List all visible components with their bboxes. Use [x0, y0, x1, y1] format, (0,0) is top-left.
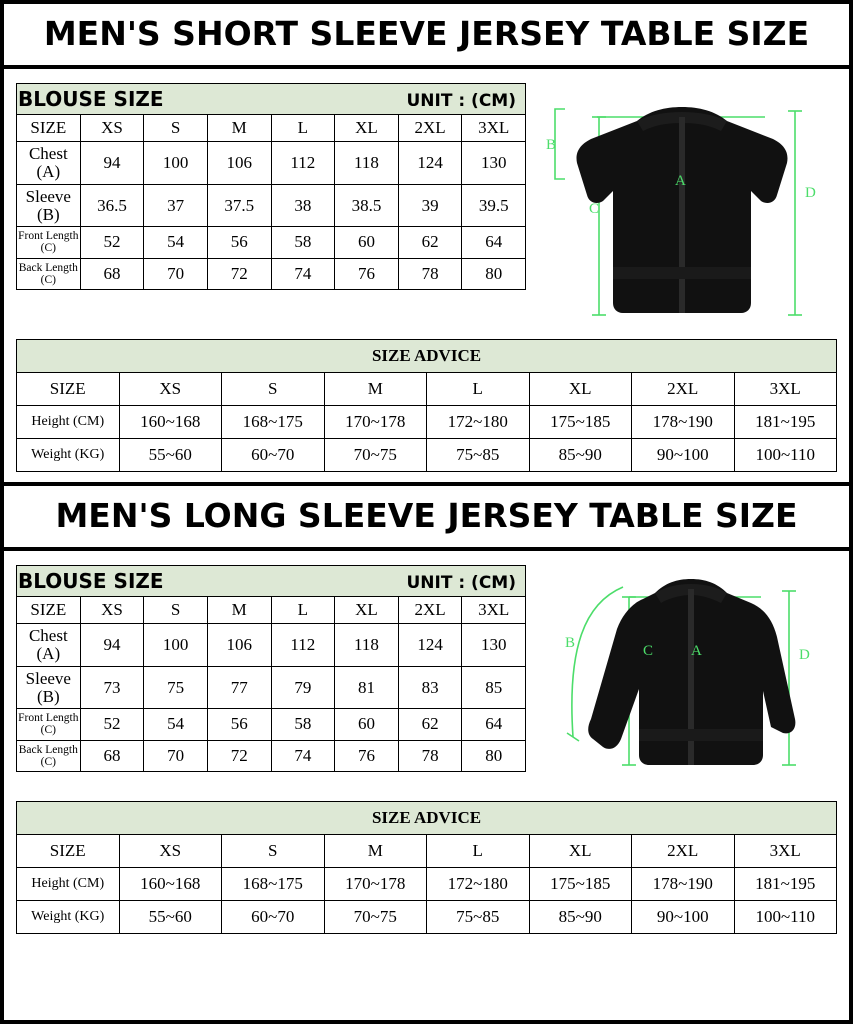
- cell: 79: [271, 666, 335, 709]
- cell: 118: [335, 624, 399, 667]
- cell: 60~70: [222, 901, 325, 934]
- cell: 74: [271, 740, 335, 771]
- blouse-header-cell: 2XL: [398, 597, 462, 624]
- row-label-sub: (A): [36, 161, 61, 181]
- long-sleeve-advice-wrap: [4, 795, 849, 944]
- advice-header-cell: 2XL: [632, 835, 735, 868]
- table-row: [17, 666, 526, 709]
- cell: 55~60: [119, 439, 222, 472]
- marker-D: D: [798, 647, 810, 663]
- blouse-banner-cell-long: [17, 566, 526, 597]
- row-label: Height (CM): [17, 406, 120, 439]
- cell: 64: [462, 227, 526, 258]
- row-label-sub: (C): [40, 724, 56, 737]
- blouse-header-cell: 3XL: [462, 597, 526, 624]
- blouse-header-cell: XL: [335, 597, 399, 624]
- cell: 54: [144, 227, 208, 258]
- size-advice-table-long: [16, 801, 837, 934]
- cell: 60~70: [222, 439, 325, 472]
- cell: 178~190: [632, 868, 735, 901]
- advice-header-cell: M: [324, 373, 427, 406]
- cell: 85~90: [529, 901, 632, 934]
- cell: 55~60: [119, 901, 222, 934]
- cell: 76: [335, 258, 399, 289]
- cell: 70~75: [324, 439, 427, 472]
- row-label: [17, 666, 81, 709]
- cell: 94: [80, 624, 144, 667]
- cell: 168~175: [222, 868, 325, 901]
- cell: 106: [207, 142, 271, 185]
- row-label-text: Sleeve: [25, 186, 71, 206]
- cell: 74: [271, 258, 335, 289]
- cell: 60: [335, 709, 399, 740]
- table-row: [17, 258, 526, 289]
- blouse-header-cell: XS: [80, 597, 144, 624]
- cell: 81: [335, 666, 399, 709]
- blouse-header-cell: SIZE: [17, 597, 81, 624]
- cell: 100~110: [734, 901, 837, 934]
- cell: 170~178: [324, 406, 427, 439]
- row-label-text: Back Length: [18, 743, 78, 756]
- row-label: [17, 142, 81, 185]
- cell: 70: [144, 740, 208, 771]
- blouse-banner-row-long: [17, 566, 526, 597]
- cell: 75~85: [427, 901, 530, 934]
- cell: 77: [207, 666, 271, 709]
- row-label-sub: (C): [40, 242, 56, 255]
- advice-header-cell: SIZE: [17, 835, 120, 868]
- blouse-unit-label-long: UNIT : (CM): [406, 573, 516, 593]
- size-advice-table-short: [16, 339, 837, 472]
- blouse-header-row-short: [17, 115, 526, 142]
- row-label-sub: (A): [36, 643, 61, 663]
- cell: 75: [144, 666, 208, 709]
- table-row: [17, 901, 837, 934]
- advice-header-cell: 3XL: [734, 373, 837, 406]
- cell: 181~195: [734, 868, 837, 901]
- cell: 130: [462, 142, 526, 185]
- cell: 72: [207, 740, 271, 771]
- cell: 124: [398, 624, 462, 667]
- section-short-sleeve: [4, 4, 849, 482]
- cell: 37: [144, 184, 208, 227]
- short-sleeve-jersey-illustration: [537, 87, 827, 327]
- advice-header-cell: 2XL: [632, 373, 735, 406]
- cell: 100: [144, 142, 208, 185]
- long-sleeve-title-bar: [4, 486, 849, 551]
- cell: 130: [462, 624, 526, 667]
- row-label-text: Front Length: [18, 230, 79, 243]
- cell: 118: [335, 142, 399, 185]
- cell: 106: [207, 624, 271, 667]
- row-label: [17, 624, 81, 667]
- blouse-header-cell: XL: [335, 115, 399, 142]
- cell: 62: [398, 227, 462, 258]
- cell: 76: [335, 740, 399, 771]
- cell: 58: [271, 709, 335, 740]
- cell: 64: [462, 709, 526, 740]
- row-label: [17, 184, 81, 227]
- cell: 78: [398, 740, 462, 771]
- marker-A: A: [674, 173, 686, 189]
- row-label: Weight (KG): [17, 439, 120, 472]
- advice-banner-label-short: SIZE ADVICE: [17, 340, 837, 373]
- advice-header-cell: L: [427, 835, 530, 868]
- marker-B: B: [545, 137, 556, 153]
- row-label-text: Front Length: [18, 712, 79, 725]
- cell: 58: [271, 227, 335, 258]
- cell: 175~185: [529, 406, 632, 439]
- table-row: [17, 439, 837, 472]
- blouse-banner-label-short: BLOUSE SIZE: [18, 87, 164, 111]
- cell: 124: [398, 142, 462, 185]
- blouse-unit-label-short: UNIT : (CM): [406, 91, 516, 111]
- cell: 72: [207, 258, 271, 289]
- marker-D: D: [804, 185, 816, 201]
- advice-banner-row-long: [17, 802, 837, 835]
- cell: 181~195: [734, 406, 837, 439]
- cell: 175~185: [529, 868, 632, 901]
- blouse-header-cell: SIZE: [17, 115, 81, 142]
- advice-header-cell: M: [324, 835, 427, 868]
- cell: 112: [271, 142, 335, 185]
- long-sleeve-jersey-illustration: [537, 569, 827, 789]
- row-label-text: Sleeve: [25, 668, 71, 688]
- table-row: [17, 184, 526, 227]
- advice-header-row-long: [17, 835, 837, 868]
- row-label: [17, 709, 81, 740]
- row-label-sub: (B): [36, 204, 60, 224]
- cell: 168~175: [222, 406, 325, 439]
- short-sleeve-advice-wrap: [4, 333, 849, 482]
- cell: 170~178: [324, 868, 427, 901]
- cell: 80: [462, 258, 526, 289]
- cell: 172~180: [427, 868, 530, 901]
- cell: 100~110: [734, 439, 837, 472]
- cell: 52: [80, 227, 144, 258]
- cell: 75~85: [427, 439, 530, 472]
- cell: 52: [80, 709, 144, 740]
- blouse-header-row-long: [17, 597, 526, 624]
- cell: 54: [144, 709, 208, 740]
- cell: 85~90: [529, 439, 632, 472]
- row-label-sub: (C): [40, 273, 56, 286]
- cell: 68: [80, 258, 144, 289]
- marker-B: B: [564, 635, 575, 651]
- cell: 73: [80, 666, 144, 709]
- blouse-banner-label-long: BLOUSE SIZE: [18, 569, 164, 593]
- table-row: [17, 227, 526, 258]
- cell: 100: [144, 624, 208, 667]
- blouse-banner-cell-short: [17, 84, 526, 115]
- long-sleeve-content: [4, 551, 849, 795]
- page-title-long-sleeve: MEN'S LONG SLEEVE JERSEY TABLE SIZE: [55, 496, 798, 535]
- long-sleeve-diagram: [526, 565, 837, 789]
- advice-header-cell: SIZE: [17, 373, 120, 406]
- cell: 85: [462, 666, 526, 709]
- row-label: [17, 227, 81, 258]
- cell: 70~75: [324, 901, 427, 934]
- section-long-sleeve: [4, 486, 849, 944]
- advice-header-cell: S: [222, 373, 325, 406]
- cell: 94: [80, 142, 144, 185]
- cell: 80: [462, 740, 526, 771]
- cell: 39.5: [462, 184, 526, 227]
- row-label-text: Chest: [28, 626, 68, 645]
- cell: 38: [271, 184, 335, 227]
- table-row: [17, 142, 526, 185]
- cell: 90~100: [632, 439, 735, 472]
- row-label-sub: (C): [40, 755, 56, 768]
- cell: 160~168: [119, 868, 222, 901]
- advice-header-cell: 3XL: [734, 835, 837, 868]
- table-row: [17, 709, 526, 740]
- row-label: [17, 258, 81, 289]
- blouse-header-cell: L: [271, 115, 335, 142]
- advice-header-row-short: [17, 373, 837, 406]
- row-label: Weight (KG): [17, 901, 120, 934]
- cell: 62: [398, 709, 462, 740]
- blouse-header-cell: 2XL: [398, 115, 462, 142]
- cell: 60: [335, 227, 399, 258]
- table-row: [17, 406, 837, 439]
- row-label: Height (CM): [17, 868, 120, 901]
- long-sleeve-tables: [16, 565, 526, 772]
- cell: 112: [271, 624, 335, 667]
- marker-C: C: [588, 201, 599, 217]
- cell: 38.5: [335, 184, 399, 227]
- blouse-header-cell: S: [144, 597, 208, 624]
- blouse-header-cell: S: [144, 115, 208, 142]
- row-label: [17, 740, 81, 771]
- table-row: [17, 624, 526, 667]
- cell: 56: [207, 709, 271, 740]
- advice-header-cell: XS: [119, 373, 222, 406]
- cell: 36.5: [80, 184, 144, 227]
- table-row: [17, 868, 837, 901]
- advice-banner-row-short: [17, 340, 837, 373]
- advice-header-cell: S: [222, 835, 325, 868]
- short-sleeve-title-bar: [4, 4, 849, 69]
- blouse-header-cell: XS: [80, 115, 144, 142]
- advice-header-cell: XL: [529, 373, 632, 406]
- blouse-header-cell: M: [207, 597, 271, 624]
- cell: 83: [398, 666, 462, 709]
- advice-header-cell: XL: [529, 835, 632, 868]
- cell: 160~168: [119, 406, 222, 439]
- blouse-header-cell: M: [207, 115, 271, 142]
- row-label-text: Back Length: [18, 261, 78, 274]
- cell: 78: [398, 258, 462, 289]
- cell: 90~100: [632, 901, 735, 934]
- advice-banner-label-long: SIZE ADVICE: [17, 802, 837, 835]
- garment-shape: [588, 579, 795, 765]
- cell: 56: [207, 227, 271, 258]
- blouse-banner-row-short: [17, 84, 526, 115]
- blouse-size-table-short: [16, 83, 526, 290]
- marker-A: A: [690, 643, 702, 659]
- row-label-sub: (B): [36, 686, 60, 706]
- marker-C: C: [642, 643, 653, 659]
- cell: 172~180: [427, 406, 530, 439]
- cell: 68: [80, 740, 144, 771]
- cell: 178~190: [632, 406, 735, 439]
- cell: 39: [398, 184, 462, 227]
- blouse-header-cell: L: [271, 597, 335, 624]
- row-label-text: Chest: [28, 144, 68, 163]
- page-title-short-sleeve: MEN'S SHORT SLEEVE JERSEY TABLE SIZE: [43, 14, 810, 53]
- advice-header-cell: L: [427, 373, 530, 406]
- short-sleeve-content: [4, 69, 849, 333]
- table-row: [17, 740, 526, 771]
- cell: 37.5: [207, 184, 271, 227]
- short-sleeve-diagram: [526, 83, 837, 327]
- cell: 70: [144, 258, 208, 289]
- short-sleeve-tables: [16, 83, 526, 290]
- blouse-size-table-long: [16, 565, 526, 772]
- blouse-header-cell: 3XL: [462, 115, 526, 142]
- advice-header-cell: XS: [119, 835, 222, 868]
- garment-shape: [576, 107, 787, 313]
